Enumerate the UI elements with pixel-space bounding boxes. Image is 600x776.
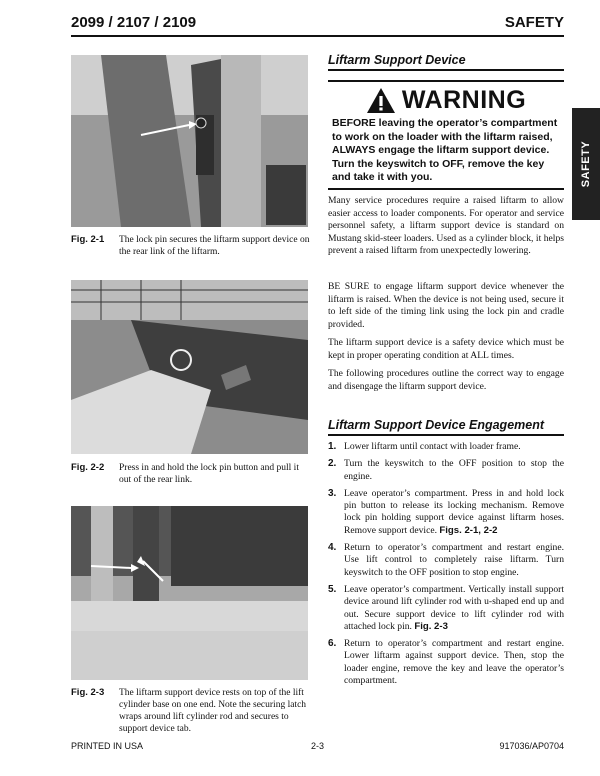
section-title-support-device: Liftarm Support Device — [328, 53, 466, 67]
step-text: Leave operator’s compartment. Vertically install support device around lift cylinder rod with u-shaped end up and out. Secure support device to lift cylinder rod with attached lock pin. — [344, 583, 564, 632]
section-rule — [328, 69, 564, 71]
side-tab-label: SAFETY — [580, 140, 592, 188]
step-item — [328, 638, 564, 687]
step-text: Lower liftarm until contact with loader frame. — [344, 441, 521, 452]
section-rule-engagement — [328, 434, 564, 436]
step-number: 3. — [328, 487, 337, 499]
step-number: 4. — [328, 542, 337, 554]
engagement-steps — [328, 441, 564, 692]
paragraph-intro: Many service procedures require a raised liftarm to allow easier access to loader components. For operator and service personnel safety, a liftarm support device is standard on Mustang skid-steer loaders. Used as a cylinder block, it helps prevent a raised liftarm from unexpectedly lowering. — [328, 195, 564, 256]
step-number: 2. — [328, 458, 337, 470]
figure-2-3-caption: The liftarm support device rests on top of the lift cylinder base on one end. Note the securing latch wraps around lift cylinder rod and secures to support device tab. — [119, 688, 307, 734]
step-number: 6. — [328, 638, 337, 650]
step-item — [328, 441, 564, 453]
header-rule — [71, 35, 564, 37]
figure-2-3-photo — [71, 506, 308, 680]
step-item — [328, 542, 564, 579]
step-text: Return to operator’s compartment and restart engine. Use lift control to completely raise liftarm. Turn keyswitch to the OFF position to stop engine. — [344, 542, 564, 578]
paragraph-be-sure: BE SURE to engage liftarm support device whenever the liftarm is raised. When the device is not being used, secure it to left side of the timing link using the lock pin and cradle provided. — [328, 281, 564, 330]
step-figure-ref: Figs. 2-1, 2-2 — [439, 524, 498, 536]
warning-triangle-icon — [366, 87, 396, 114]
step-item — [328, 458, 564, 483]
footer-part-number: 917036/AP0704 — [499, 741, 564, 751]
footer-printed: PRINTED IN USA — [71, 741, 144, 751]
figure-2-1-label: Fig. 2-1 — [71, 234, 105, 245]
warning-heading-row — [328, 85, 564, 115]
figure-2-2-label: Fig. 2-2 — [71, 462, 105, 473]
figure-2-1-caption: The lock pin secures the liftarm support device on the rear link of the liftarm. — [119, 235, 310, 257]
figure-2-2-photo — [71, 280, 308, 454]
header-section: SAFETY — [504, 14, 564, 31]
step-text: Return to operator’s compartment and restart engine. Lower liftarm against support device. Then, stop the loader engine, remove the key and leave the operator’s compartment. — [344, 638, 564, 687]
section-title-engagement: Liftarm Support Device Engagement — [328, 418, 545, 432]
paragraph-safety-device: The liftarm support device is a safety device which must be kept in proper operating condition at ALL times. — [328, 337, 564, 361]
step-figure-ref: Fig. 2-3 — [414, 620, 448, 632]
warning-text: BEFORE leaving the operator’s compartment to work on the loader with the liftarm raised, ALWAYS engage the liftarm support device. Turn the keyswitch to OFF, remove the key and take it with you. — [332, 117, 558, 183]
step-item — [328, 488, 564, 537]
warning-box — [328, 80, 564, 190]
footer-page-number: 2-3 — [311, 741, 325, 751]
figure-2-3-label: Fig. 2-3 — [71, 687, 105, 698]
step-text: Turn the keyswitch to the OFF position to stop the engine. — [344, 458, 564, 482]
step-number: 1. — [328, 441, 337, 452]
figure-2-1-photo — [71, 55, 308, 227]
header-models: 2099 / 2107 / 2109 — [71, 14, 197, 31]
step-number: 5. — [328, 583, 337, 595]
paragraph-procedures: The following procedures outline the correct way to engage and disengage the liftarm support device. — [328, 368, 564, 392]
step-text: Leave operator’s compartment. Press in and hold lock pin button to release its locking mechanism. Remove lock pin holding support device against liftarm hoses. Remove support device. — [344, 487, 564, 536]
warning-heading: WARNING — [401, 85, 527, 114]
step-item — [328, 584, 564, 633]
section-side-tab — [572, 108, 600, 220]
figure-2-2-caption: Press in and hold the lock pin button and pull it out of the rear link. — [119, 463, 299, 485]
